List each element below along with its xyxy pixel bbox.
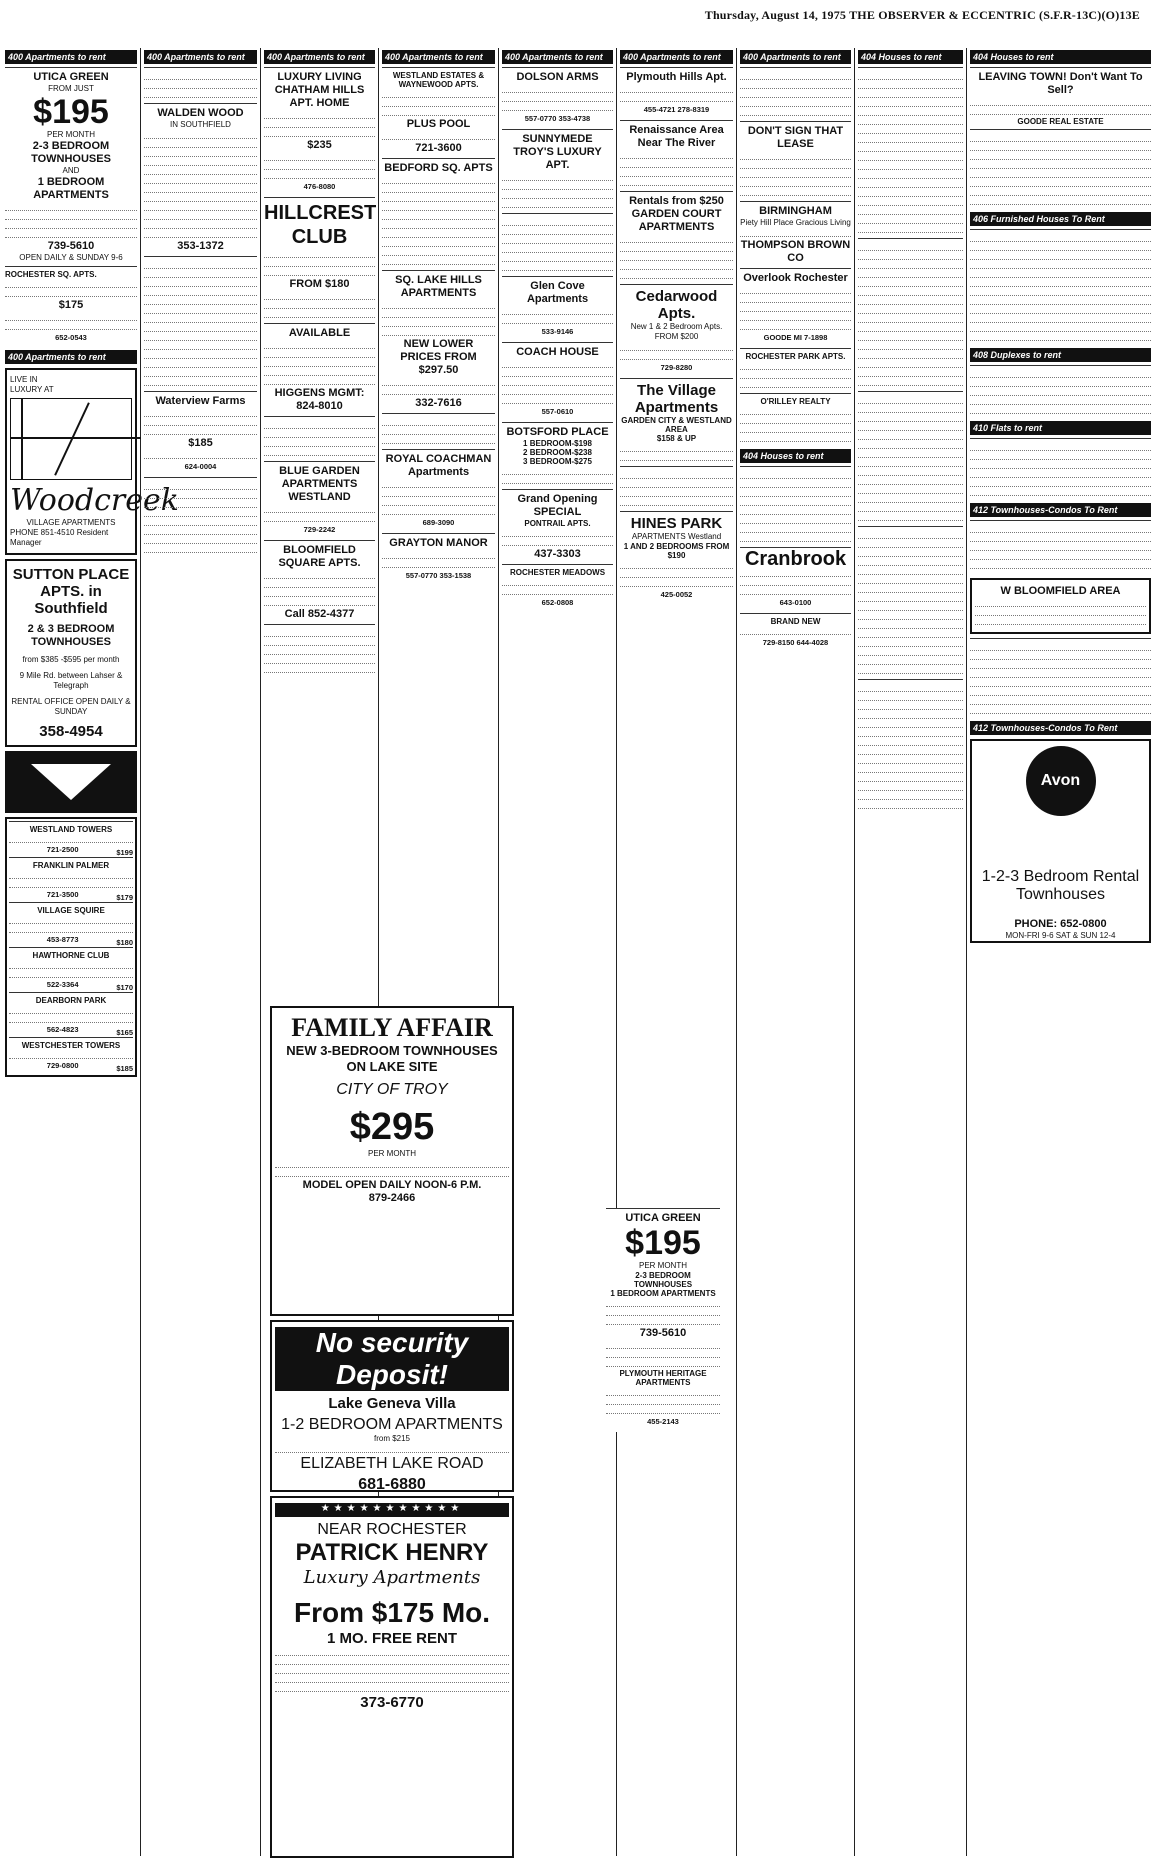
ad-phone: 557-0610 — [541, 407, 574, 416]
brand-new-ad — [740, 613, 851, 653]
ad-from: FROM JUST — [48, 84, 94, 93]
dont-sign-ad — [740, 121, 851, 201]
ad-title: VILLAGE SQUIRE — [37, 906, 105, 915]
ad-phone: 624-0004 — [184, 462, 217, 471]
ad-title: HINES PARK — [630, 515, 723, 532]
section-header: 412 Townhouses-Condos To Rent — [970, 503, 1151, 517]
ad-title: BRAND NEW — [770, 617, 821, 626]
ad-2br: 2 BEDROOM-$238 — [523, 448, 592, 457]
ad-sub: IN SOUTHFIELD — [170, 120, 231, 129]
header-dateline: Thursday, August 14, 1975 THE OBSERVER & ECCENTRIC (S.F.R-13C)(O)13E — [704, 8, 1140, 22]
section-header: 400 Apartments to rent — [382, 50, 495, 64]
ad-phone: 476-8080 — [303, 182, 336, 191]
heritage-title: PLYMOUTH HERITAGE APARTMENTS — [619, 1369, 707, 1387]
ad-phone: 729-0800 — [46, 1061, 79, 1070]
woodcreek-map — [10, 398, 132, 480]
section-header: 408 Duplexes to rent — [970, 348, 1151, 362]
ad-title: BEDFORD SQ. APTS — [384, 162, 493, 174]
ad-townhouses: 2-3 BEDROOM TOWNHOUSES — [633, 1271, 693, 1289]
botsford-place-ad — [502, 422, 613, 489]
rochester-park-ad — [740, 348, 851, 393]
patrick-henry-ad — [270, 1496, 514, 1858]
ad-sub: APARTMENTS Westland — [631, 532, 722, 541]
ad-title: No security Deposit! — [275, 1327, 509, 1391]
ad-rooms: 1 AND 2 BEDROOMS FROM $190 — [623, 542, 730, 560]
ad-title: ROYAL COACHMAN Apartments — [385, 453, 492, 478]
ad-from: from $215 — [373, 1434, 411, 1443]
ad-phone: 681-6880 — [358, 1476, 426, 1493]
section-header: 400 Apartments to rent — [144, 50, 257, 64]
ad-title: PATRICK HENRY — [295, 1539, 489, 1566]
grand-opening-ad — [502, 489, 613, 564]
plymouth-hills-ad — [620, 67, 733, 120]
franklin-palmer — [9, 857, 133, 902]
ad-phone: 373-6770 — [360, 1694, 424, 1711]
woodcreek-ad — [5, 368, 179, 555]
chatham-hills-ad — [264, 67, 375, 197]
ad-phone: 332-7616 — [415, 397, 462, 409]
ad-title: FAMILY AFFAIR — [291, 1013, 493, 1042]
rochester-sq-ad — [5, 266, 137, 348]
ad-price: $170 — [116, 983, 133, 992]
waterview-farms-ad — [144, 391, 257, 477]
ad-phone: 652-0808 — [541, 598, 574, 607]
ad-and: AND — [62, 166, 80, 175]
ad-title: Waterview Farms — [155, 395, 246, 407]
ad-logo: Avon Hills — [1026, 746, 1096, 816]
section-header: 400 Apartments to rent — [502, 50, 613, 64]
sutton-place-ad — [5, 559, 137, 747]
ad-title: BLUE GARDEN APARTMENTS WESTLAND — [279, 465, 360, 503]
ad-phone: Call 852-4377 — [284, 608, 355, 620]
cedarwood-ad — [620, 284, 733, 378]
rochester-meadows-ad — [502, 564, 613, 613]
family-affair-ad — [270, 1006, 514, 1316]
ad-price: $158 & UP — [656, 434, 697, 443]
ad-phone: 643-0100 — [779, 598, 812, 607]
ad-title: Renaissance Area Near The River — [629, 124, 724, 149]
ad-logo: Woodcreek — [10, 483, 179, 518]
ad-price: $185 — [116, 1064, 133, 1073]
ad-price: $295 — [349, 1106, 435, 1148]
ad-phone: GOODE MI 7-1898 — [763, 333, 828, 342]
ad-title: GRAYTON MANOR — [389, 537, 488, 549]
ad-title: SQ. LAKE HILLS APARTMENTS — [395, 274, 482, 299]
ad-per: PER MONTH — [639, 1261, 687, 1270]
ad-pool: PLUS POOL — [406, 118, 471, 130]
available-ad — [264, 323, 375, 416]
ad-phone: 522-3364 — [46, 980, 79, 989]
section-header: 410 Flats to rent — [970, 421, 1151, 435]
ad-title: WESTLAND ESTATES & WAYNEWOOD APTS. — [392, 71, 485, 89]
ad-phone: 437-3303 — [534, 548, 581, 560]
ad-sub: NEW 3-BEDROOM TOWNHOUSES ON LAKE SITE — [286, 1043, 498, 1074]
towers-group-ad — [5, 817, 137, 1077]
heritage-phone: 455-2143 — [647, 1417, 679, 1426]
section-header: 400 Apartments to rent — [5, 350, 137, 364]
ad-name: Lake Geneva Villa — [328, 1395, 456, 1412]
glen-cove-ad — [502, 276, 613, 342]
ad-phone: 879-2466 — [368, 1192, 416, 1204]
ad-title: ROCHESTER MEADOWS — [509, 568, 606, 577]
ad-price: $185 — [188, 437, 213, 449]
ad-city: CITY OF TROY — [336, 1081, 448, 1098]
ad-phone: 533-9146 — [541, 327, 574, 336]
leaving-town-ad — [970, 67, 1151, 129]
overlook-ad — [740, 268, 851, 348]
ad-per: PER MONTH — [47, 130, 95, 139]
ad-price: $179 — [116, 893, 133, 902]
ad-price: FROM $180 — [289, 278, 350, 290]
ad-sub: New 1 & 2 Bedroom Apts. FROM $200 — [630, 322, 723, 341]
ad-live: LIVE IN LUXURY AT — [10, 375, 54, 394]
section-header: 400 Apartments to rent — [5, 50, 137, 64]
ad-title: O'RILLEY REALTY — [760, 397, 831, 406]
ad-title: WALDEN WOOD — [157, 107, 244, 119]
sq-lake-hills-ad — [382, 270, 495, 413]
ad-company: GOODE REAL ESTATE — [1017, 117, 1104, 126]
ad-sub: PONTRAIL APTS. — [524, 519, 591, 528]
ad-phone: 557-0770 353-4738 — [524, 114, 591, 123]
ad-title: Glen Cove Apartments — [526, 280, 589, 305]
ad-phone: 729-8150 644-4028 — [762, 638, 829, 647]
ad-title: UTICA GREEN — [33, 71, 109, 83]
ad-phone: 562-4823 — [46, 1025, 79, 1034]
ad-price: $235 — [307, 139, 332, 151]
ad-title: Grand Opening SPECIAL — [517, 493, 598, 518]
ad-phone: PHONE 851-4510 Resident Manager — [10, 528, 109, 547]
ad-phone: 689-3090 — [422, 518, 455, 527]
piety-hill-ad — [740, 201, 851, 268]
ad-per: PER MONTH — [368, 1149, 416, 1158]
ad-title: Rentals from $250 GARDEN COURT APARTMENTS — [629, 195, 724, 233]
ad-road: ELIZABETH LAKE ROAD — [300, 1455, 484, 1472]
ad-title: WESTCHESTER TOWERS — [21, 1041, 121, 1050]
ad-price: $165 — [116, 1028, 133, 1037]
bloomfield-square-ad — [264, 540, 375, 624]
ad-price: From $175 Mo. — [293, 1597, 491, 1628]
ad-title: FRANKLIN PALMER — [32, 861, 110, 870]
ad-phone: 425-0052 — [660, 590, 693, 599]
ad-office: RENTAL OFFICE OPEN DAILY & SUNDAY — [11, 697, 131, 716]
page-header — [0, 0, 1156, 28]
ad-title: HILLCREST CLUB — [264, 202, 377, 248]
ad-title: AVAILABLE — [288, 327, 351, 339]
ad-title: SUTTON PLACE APTS. in Southfield — [12, 566, 130, 617]
ad-phone: 353-1372 — [177, 240, 224, 252]
ad-title: DON'T SIGN THAT LEASE — [747, 125, 844, 150]
ad-mgmt: HIGGENS MGMT: — [274, 387, 365, 399]
section-header: 400 Apartments to rent — [740, 50, 851, 64]
westchester-towers — [9, 1037, 133, 1073]
section-header: 412 Townhouses-Condos To Rent — [970, 721, 1151, 735]
ad-hours: OPEN DAILY & SUNDAY 9-6 — [19, 253, 123, 262]
section-header: 404 Houses to rent — [970, 50, 1151, 64]
ad-price: $199 — [116, 848, 133, 857]
ad-title: LUXURY LIVING CHATHAM HILLS APT. HOME — [274, 71, 365, 109]
royal-coachman-ad — [382, 449, 495, 533]
section-header: 406 Furnished Houses To Rent — [970, 212, 1151, 226]
ad-sub: Piety Hill Place Gracious Living — [740, 218, 851, 227]
cranbrook-ad — [740, 547, 851, 613]
ad-1br: 1 BEDROOM-$198 — [523, 439, 592, 448]
ad-model: MODEL OPEN DAILY NOON-6 P.M. — [302, 1179, 482, 1191]
ad-title: COACH HOUSE — [516, 346, 599, 358]
oriley-ad — [740, 393, 851, 447]
utica-green-ad — [5, 67, 137, 266]
ad-title: W BLOOMFIELD AREA — [1000, 585, 1121, 597]
ad-phone: 453-8773 — [46, 935, 79, 944]
ad-title: DEARBORN PARK — [35, 996, 107, 1005]
grayton-manor-ad — [382, 533, 495, 586]
ad-company: THOMPSON BROWN CO — [740, 239, 851, 264]
westland-towers — [9, 821, 133, 857]
blue-garden-ad — [264, 461, 375, 540]
ad-sub: GARDEN CITY & WESTLAND AREA — [621, 416, 732, 434]
ad-title: BLOOMFIELD SQUARE APTS. — [278, 544, 361, 569]
dolson-arms-ad — [502, 67, 613, 129]
ad-townhouses: 2-3 BEDROOM TOWNHOUSES — [31, 140, 111, 165]
column-2 — [140, 48, 260, 1856]
ad-near: NEAR ROCHESTER — [317, 1521, 467, 1538]
ad-sub: VILLAGE APARTMENTS — [26, 518, 116, 527]
ad-title: BIRMINGHAM — [759, 205, 832, 217]
ad-phone: 729-2242 — [303, 525, 336, 534]
ad-title: Plymouth Hills Apt. — [626, 71, 727, 83]
coach-house-ad — [502, 342, 613, 422]
ad-title: SUNNYMEDE TROY'S LUXURY APT. — [513, 133, 602, 171]
sunnymede-ad — [502, 129, 613, 213]
section-header: 404 Houses to rent — [858, 50, 963, 64]
ad-3br: 3 BEDROOM-$275 — [523, 457, 592, 466]
ad-sub: Luxury Apartments — [303, 1567, 481, 1588]
ad-phone: PHONE: 652-0800 — [1014, 918, 1107, 930]
ad-phone: 455-4721 278-8319 — [643, 105, 710, 114]
ad-phone: 824-8010 — [296, 400, 343, 412]
lake-geneva-ad — [270, 1320, 514, 1492]
ad-phone: 358-4954 — [39, 723, 103, 740]
section-header: 404 Houses to rent — [740, 449, 851, 463]
bedford-sq-ad — [382, 158, 495, 270]
ad-title: ROCHESTER PARK APTS. — [745, 352, 846, 361]
ad-apartments: 1 BEDROOM APARTMENTS — [610, 1289, 716, 1298]
ad-phone: 721-2500 — [46, 845, 79, 854]
ad-title: UTICA GREEN — [625, 1212, 701, 1224]
ad-townhouses: 2 & 3 BEDROOM TOWNHOUSES — [27, 623, 115, 648]
ad-free-rent: 1 MO. FREE RENT — [326, 1630, 457, 1647]
ad-sub: 1-2-3 Bedroom Rental Townhouses — [981, 868, 1140, 903]
ad-title: BOTSFORD PLACE — [506, 426, 609, 438]
westland-estates-ad — [382, 67, 495, 158]
section-header: 400 Apartments to rent — [264, 50, 375, 64]
ad-price: $180 — [116, 938, 133, 947]
ad-location: 9 Mile Rd. between Lahser & Telegraph — [19, 671, 123, 690]
ad-phone: 652-0543 — [55, 333, 87, 342]
utica-green-ad-2 — [606, 1208, 720, 1432]
column-9 — [966, 48, 1154, 1856]
ad-phone: 739-5610 — [639, 1327, 687, 1339]
ad-price: $195 — [625, 1224, 701, 1262]
garden-court-ad — [620, 191, 733, 284]
ad-phone: 729-8280 — [660, 363, 693, 372]
section-header: 400 Apartments to rent — [620, 50, 733, 64]
ad-title: ROCHESTER SQ. APTS. — [5, 270, 97, 279]
ad-phone: 739-5610 — [47, 240, 95, 252]
w-bloomfield-ad — [970, 578, 1151, 634]
village-squire — [9, 902, 133, 947]
column-5 — [498, 48, 616, 1856]
village-apartments-ad — [620, 378, 733, 466]
column-8 — [854, 48, 966, 1856]
dearborn-park — [9, 992, 133, 1037]
ad-phone: 557-0770 353-1538 — [405, 571, 472, 580]
ad-sub: 1-2 BEDROOM APARTMENTS — [281, 1416, 503, 1433]
column-6 — [616, 48, 736, 1856]
ad-price: NEW LOWER PRICES FROM $297.50 — [400, 338, 477, 376]
ad-title: DOLSON ARMS — [516, 71, 599, 83]
ad-price: $175 — [58, 299, 84, 311]
ad-title: Overlook Rochester — [743, 272, 848, 284]
hillcrest-club-ad — [264, 197, 375, 323]
column-1 — [2, 48, 179, 1856]
ad-title: LEAVING TOWN! Don't Want To Sell? — [978, 71, 1143, 96]
ad-phone: 721-3600 — [415, 142, 462, 154]
stars-banner: ★★★★★★★★★★★ — [275, 1503, 509, 1517]
hawthorne-club — [9, 947, 133, 992]
ad-price: $195 — [33, 93, 109, 131]
ad-price: from $385 -$595 per month — [22, 655, 120, 664]
avon-hills-ad — [970, 739, 1151, 943]
ad-title: Cranbrook — [744, 548, 847, 570]
column-7 — [736, 48, 854, 1856]
ad-apartments: 1 BEDROOM APARTMENTS — [33, 176, 109, 201]
classified-columns — [2, 48, 1154, 1856]
ad-title: WESTLAND TOWERS — [29, 825, 113, 834]
hines-park-ad — [620, 511, 733, 605]
ad-title: The Village Apartments — [634, 382, 719, 416]
renaissance-ad — [620, 120, 733, 191]
towers-logo-banner — [5, 751, 137, 813]
ad-hours: MON-FRI 9-6 SAT & SUN 12-4 — [1005, 931, 1116, 940]
ad-phone: 721-3500 — [46, 890, 79, 899]
ad-title: HAWTHORNE CLUB — [32, 951, 110, 960]
walden-wood-ad — [144, 103, 257, 256]
ad-title: Cedarwood Apts. — [635, 288, 718, 322]
